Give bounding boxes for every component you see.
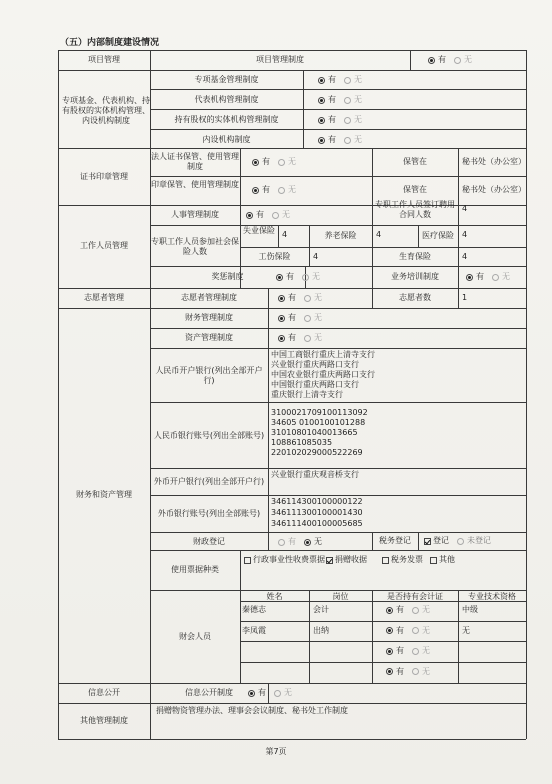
table-rule [240, 590, 241, 683]
no-radio[interactable] [278, 187, 285, 194]
yes-radio[interactable] [278, 315, 285, 322]
hr-rule-label: 人事管理制度 [171, 210, 219, 219]
yes-label: 有 [288, 537, 296, 546]
table-rule [418, 532, 419, 550]
special-label: 专项基金、代表机构、持有股权的实体机构管理、内设机构制度 [62, 96, 150, 125]
no-label: 无 [314, 313, 322, 322]
medical-value: 4 [462, 230, 468, 239]
no-radio[interactable] [304, 335, 311, 342]
rmb-acct-item: 34605 0100100101288 [271, 418, 366, 427]
table-rule [309, 247, 310, 266]
bill-option[interactable] [430, 555, 455, 566]
rmb-acct-item: 108861085035 [271, 438, 333, 447]
yes-label: 有 [258, 688, 266, 697]
table-rule [458, 266, 459, 288]
table-rule [240, 641, 526, 642]
asset-rule-label: 资产管理制度 [185, 333, 233, 342]
no-label: 无 [284, 688, 292, 697]
fx-bank-value: 兴业银行重庆观音桥支行 [271, 470, 359, 479]
table-rule [58, 148, 526, 149]
yes-label: 有 [328, 135, 336, 144]
fin-rule-radio[interactable] [278, 313, 330, 324]
volunteer-label: 志愿者管理 [84, 293, 124, 302]
yes-radio[interactable] [278, 295, 285, 302]
bill-option[interactable] [326, 555, 367, 566]
medical-label: 医疗保险 [422, 231, 454, 240]
volunteer-radio[interactable] [278, 293, 330, 304]
table-rule [150, 129, 526, 130]
no-label: 无 [502, 272, 510, 281]
yes-label: 有 [396, 625, 404, 635]
no-radio[interactable] [412, 627, 419, 634]
no-label: 无 [464, 55, 472, 64]
unregistered-label: 未登记 [467, 536, 491, 545]
accountant-cert-radio[interactable] [386, 646, 438, 657]
bill-option[interactable] [382, 555, 423, 566]
table-rule [150, 532, 526, 533]
table-rule [58, 50, 59, 739]
no-radio[interactable] [304, 315, 311, 322]
table-rule [58, 308, 526, 309]
other-rules-text: 捐赠物资管理办法、理事会会议制度、秘书处工作制度 [156, 706, 348, 715]
yes-radio[interactable] [318, 137, 325, 144]
no-radio[interactable] [344, 137, 351, 144]
injury-label: 工伤保险 [258, 252, 291, 261]
unemployment-label: 失业保险 [243, 226, 275, 235]
fx-acct-item: 346111400100005685 [271, 519, 363, 528]
no-radio[interactable] [492, 274, 499, 281]
maternity-label: 生育保险 [399, 252, 431, 261]
table-rule [458, 148, 459, 205]
checkbox-label: 捐赠收据 [335, 555, 367, 564]
other-label: 其他管理制度 [80, 716, 128, 725]
contract-label: 专职工作人员签订聘用合同人数 [375, 200, 455, 219]
training-label: 业务培训制度 [391, 272, 439, 281]
checkbox-label: 行政事业性收费票据 [253, 555, 325, 564]
accountant-post: 出纳 [313, 625, 329, 635]
seal-item-label: 印章保管、使用管理制度 [151, 180, 239, 189]
yes-radio[interactable] [252, 159, 259, 166]
tax-radio[interactable] [424, 536, 491, 547]
yes-radio[interactable] [278, 335, 285, 342]
seal-item-label: 法人证书保管、使用管理制度 [151, 152, 239, 171]
no-label: 无 [314, 333, 322, 342]
table-rule [458, 247, 459, 266]
no-radio[interactable] [278, 159, 285, 166]
yes-label: 有 [262, 185, 270, 194]
yes-label: 有 [288, 333, 296, 342]
accountant-label: 财会人员 [179, 632, 211, 641]
no-radio[interactable] [412, 648, 419, 655]
accountant-title: 无 [462, 625, 470, 635]
no-label: 无 [422, 666, 430, 676]
no-radio[interactable] [304, 295, 311, 302]
no-label: 无 [312, 272, 320, 281]
fx-bank-label: 外币开户银行(列出全部开户行) [153, 477, 265, 486]
project-label: 项目管理 [88, 55, 120, 64]
no-radio[interactable] [412, 607, 419, 614]
yes-label: 有 [396, 666, 404, 676]
tax-label: 税务登记 [379, 536, 411, 545]
finance-label: 财务和资产管理 [76, 490, 132, 499]
yes-radio[interactable] [252, 187, 259, 194]
checkbox[interactable] [430, 557, 437, 564]
fx-acct-item: 346111300100001430 [271, 508, 363, 517]
no-label: 无 [422, 646, 430, 655]
no-label: 无 [288, 185, 296, 194]
accountant-cert-radio[interactable] [386, 626, 438, 637]
yes-label: 有 [476, 272, 484, 281]
table-rule [58, 683, 526, 684]
no-radio[interactable] [454, 57, 461, 64]
yes-radio[interactable] [386, 627, 393, 634]
table-rule [240, 621, 526, 622]
special-item-radio[interactable] [318, 135, 370, 146]
asset-rule-radio[interactable] [278, 333, 330, 344]
fiscal-label: 财政登记 [193, 537, 225, 546]
table-rule [58, 703, 526, 704]
yes-radio[interactable] [466, 274, 473, 281]
table-rule [150, 109, 526, 110]
no-label: 无 [422, 605, 430, 614]
registered-label: 登记 [433, 536, 449, 545]
yes-radio[interactable] [248, 690, 255, 697]
no-radio[interactable] [412, 668, 419, 675]
no-label: 无 [314, 293, 322, 302]
table-rule [410, 50, 411, 70]
section-title: （五）内部制度建设情况 [60, 38, 160, 48]
fin-rule-label: 财务管理制度 [185, 313, 233, 322]
seal-label: 证书印章管理 [80, 172, 128, 181]
keeper-value: 秘书处（办公室） [462, 185, 526, 194]
keeper-value: 秘书处（办公室） [462, 157, 526, 166]
info-rule-radio[interactable] [248, 688, 300, 699]
table-rule [150, 225, 526, 226]
yes-radio[interactable] [276, 274, 283, 281]
special-item-radio[interactable] [318, 95, 370, 106]
bill-type-label: 使用票据种类 [171, 565, 219, 574]
fx-acct-item: 346114300100000122 [271, 497, 363, 506]
yes-label: 有 [396, 605, 404, 614]
contract-count: 4 [462, 204, 468, 213]
table-rule [150, 550, 526, 551]
checkbox[interactable] [382, 557, 389, 564]
accountant-header: 姓名 [266, 592, 283, 601]
keeper-label: 保管在 [403, 185, 427, 194]
bill-option[interactable] [244, 555, 325, 566]
checkbox[interactable] [244, 557, 251, 564]
no-label: 无 [354, 135, 362, 144]
no-label: 无 [314, 537, 322, 546]
seal-item-radio[interactable] [252, 157, 304, 168]
project-rule-radio[interactable] [428, 55, 480, 66]
reward-label: 奖惩制度 [211, 272, 244, 281]
page-number: 第7页 [265, 747, 287, 756]
yes-radio[interactable] [386, 607, 393, 614]
special-item-label: 代表机构管理制度 [194, 95, 259, 104]
no-radio[interactable] [344, 117, 351, 124]
no-radio[interactable] [304, 539, 311, 546]
yes-label: 有 [262, 157, 270, 166]
special-item-label: 内设机构制度 [202, 135, 251, 144]
rmb-bank-item: 中国银行重庆两路口支行 [271, 380, 359, 389]
no-label: 无 [354, 115, 362, 124]
yes-label: 有 [288, 293, 296, 302]
table-rule [278, 225, 279, 247]
table-rule [268, 288, 269, 308]
table-rule [309, 590, 310, 683]
accountant-header: 岗位 [332, 592, 349, 601]
table-rule [458, 590, 459, 683]
table-rule [303, 70, 304, 148]
info-rule-label: 信息公开制度 [185, 688, 233, 697]
yes-label: 有 [328, 115, 336, 124]
special-item-radio[interactable] [318, 75, 370, 86]
rmb-acct-label: 人民币银行账号(列出全部账号) [153, 431, 265, 440]
injury-value: 4 [313, 252, 319, 261]
table-rule [58, 288, 526, 289]
no-label: 无 [422, 625, 430, 635]
rmb-bank-item: 重庆银行上清寺支行 [271, 390, 343, 399]
yes-label: 有 [256, 210, 264, 219]
yes-label: 有 [288, 313, 296, 322]
info-label: 信息公开 [88, 688, 120, 697]
table-rule [58, 50, 526, 51]
special-item-label: 专项基金管理制度 [194, 75, 259, 84]
yes-radio[interactable] [386, 648, 393, 655]
hr-rule-radio[interactable] [246, 210, 298, 221]
no-label: 无 [354, 75, 362, 84]
table-rule [458, 205, 459, 225]
maternity-value: 4 [462, 252, 468, 261]
table-rule [150, 328, 526, 329]
rmb-bank-item: 中国农业银行重庆两路口支行 [271, 370, 375, 379]
checkbox-label: 税务发票 [391, 555, 423, 564]
yes-radio[interactable] [318, 117, 325, 124]
table-rule [240, 662, 526, 663]
accountant-title: 中级 [462, 605, 478, 614]
project-rule-label: 项目管理制度 [256, 55, 304, 64]
table-rule [372, 225, 373, 247]
yes-label: 有 [438, 55, 446, 64]
rmb-bank-label: 人民币开户银行(列出全部开户行) [155, 366, 263, 385]
seal-item-radio[interactable] [252, 185, 304, 196]
table-rule [150, 468, 526, 469]
staff-label: 工作人员管理 [80, 241, 128, 250]
table-rule [526, 50, 527, 739]
accountant-header: 是否持有会计证 [387, 592, 443, 601]
reward-radio[interactable] [276, 272, 328, 283]
fx-acct-label: 外币银行账号(列出全部账号) [157, 509, 261, 518]
table-rule [150, 89, 526, 90]
no-label: 无 [288, 157, 296, 166]
no-radio[interactable] [272, 212, 279, 219]
accountant-name: 李凤霞 [242, 625, 266, 635]
table-rule [150, 495, 526, 496]
training-radio[interactable] [466, 272, 518, 283]
table-rule [372, 590, 373, 683]
yes-radio[interactable] [318, 77, 325, 84]
registered-checkbox[interactable] [424, 538, 431, 545]
pension-label: 养老保险 [324, 231, 357, 240]
yes-label: 有 [286, 272, 294, 281]
table-rule [58, 70, 526, 71]
no-label: 无 [354, 95, 362, 104]
rmb-acct-item: 31010801040013665 [271, 428, 358, 437]
volunteer-count-label: 志愿者数 [399, 293, 431, 302]
accountant-post: 会计 [313, 605, 329, 614]
volunteer-count: 1 [462, 293, 468, 302]
yes-label: 有 [396, 646, 404, 655]
table-rule [458, 225, 459, 247]
table-rule [240, 247, 526, 248]
yes-radio[interactable] [428, 57, 435, 64]
no-radio[interactable] [302, 274, 309, 281]
insurance-label: 专职工作人员参加社会保险人数 [151, 237, 239, 256]
no-radio[interactable] [344, 77, 351, 84]
table-rule [150, 590, 526, 591]
table-rule [58, 739, 526, 740]
table-rule [240, 550, 241, 590]
unemployment-value: 4 [282, 230, 288, 239]
rmb-bank-item: 兴业银行重庆两路口支行 [271, 360, 359, 369]
table-rule [150, 348, 526, 349]
accountant-cert-radio[interactable] [386, 605, 438, 616]
volunteer-rule-label: 志愿者管理制度 [181, 293, 237, 302]
rmb-acct-item: 3100021709100113092 [271, 408, 368, 417]
accountant-cert-radio[interactable] [386, 667, 438, 678]
rmb-acct-item: 220102029000522269 [271, 448, 363, 457]
checkbox[interactable] [326, 557, 333, 564]
special-item-radio[interactable] [318, 115, 370, 126]
yes-radio[interactable] [246, 212, 253, 219]
accountant-header: 专业技术资格 [468, 592, 516, 601]
keeper-label: 保管在 [403, 157, 427, 166]
checkbox-label: 其他 [439, 555, 455, 564]
table-rule [240, 148, 241, 205]
special-item-label: 持有股权的实体机构管理制度 [174, 115, 279, 124]
accountant-name: 秦德志 [242, 605, 266, 614]
yes-label: 有 [328, 75, 336, 84]
yes-radio[interactable] [386, 668, 393, 675]
no-radio[interactable] [274, 690, 281, 697]
unregistered-radio[interactable] [457, 538, 464, 545]
rmb-bank-item: 中国工商银行重庆上清寺支行 [271, 350, 375, 359]
yes-label: 有 [328, 95, 336, 104]
no-radio[interactable] [344, 97, 351, 104]
pension-value: 4 [376, 230, 382, 239]
table-rule [150, 266, 526, 267]
fiscal-radio[interactable] [278, 537, 330, 548]
yes-radio[interactable] [318, 97, 325, 104]
no-label: 无 [282, 210, 290, 219]
table-rule [150, 176, 526, 177]
table-rule [458, 288, 459, 308]
yes-radio[interactable] [278, 539, 285, 546]
table-rule [150, 402, 526, 403]
table-rule [268, 308, 269, 550]
